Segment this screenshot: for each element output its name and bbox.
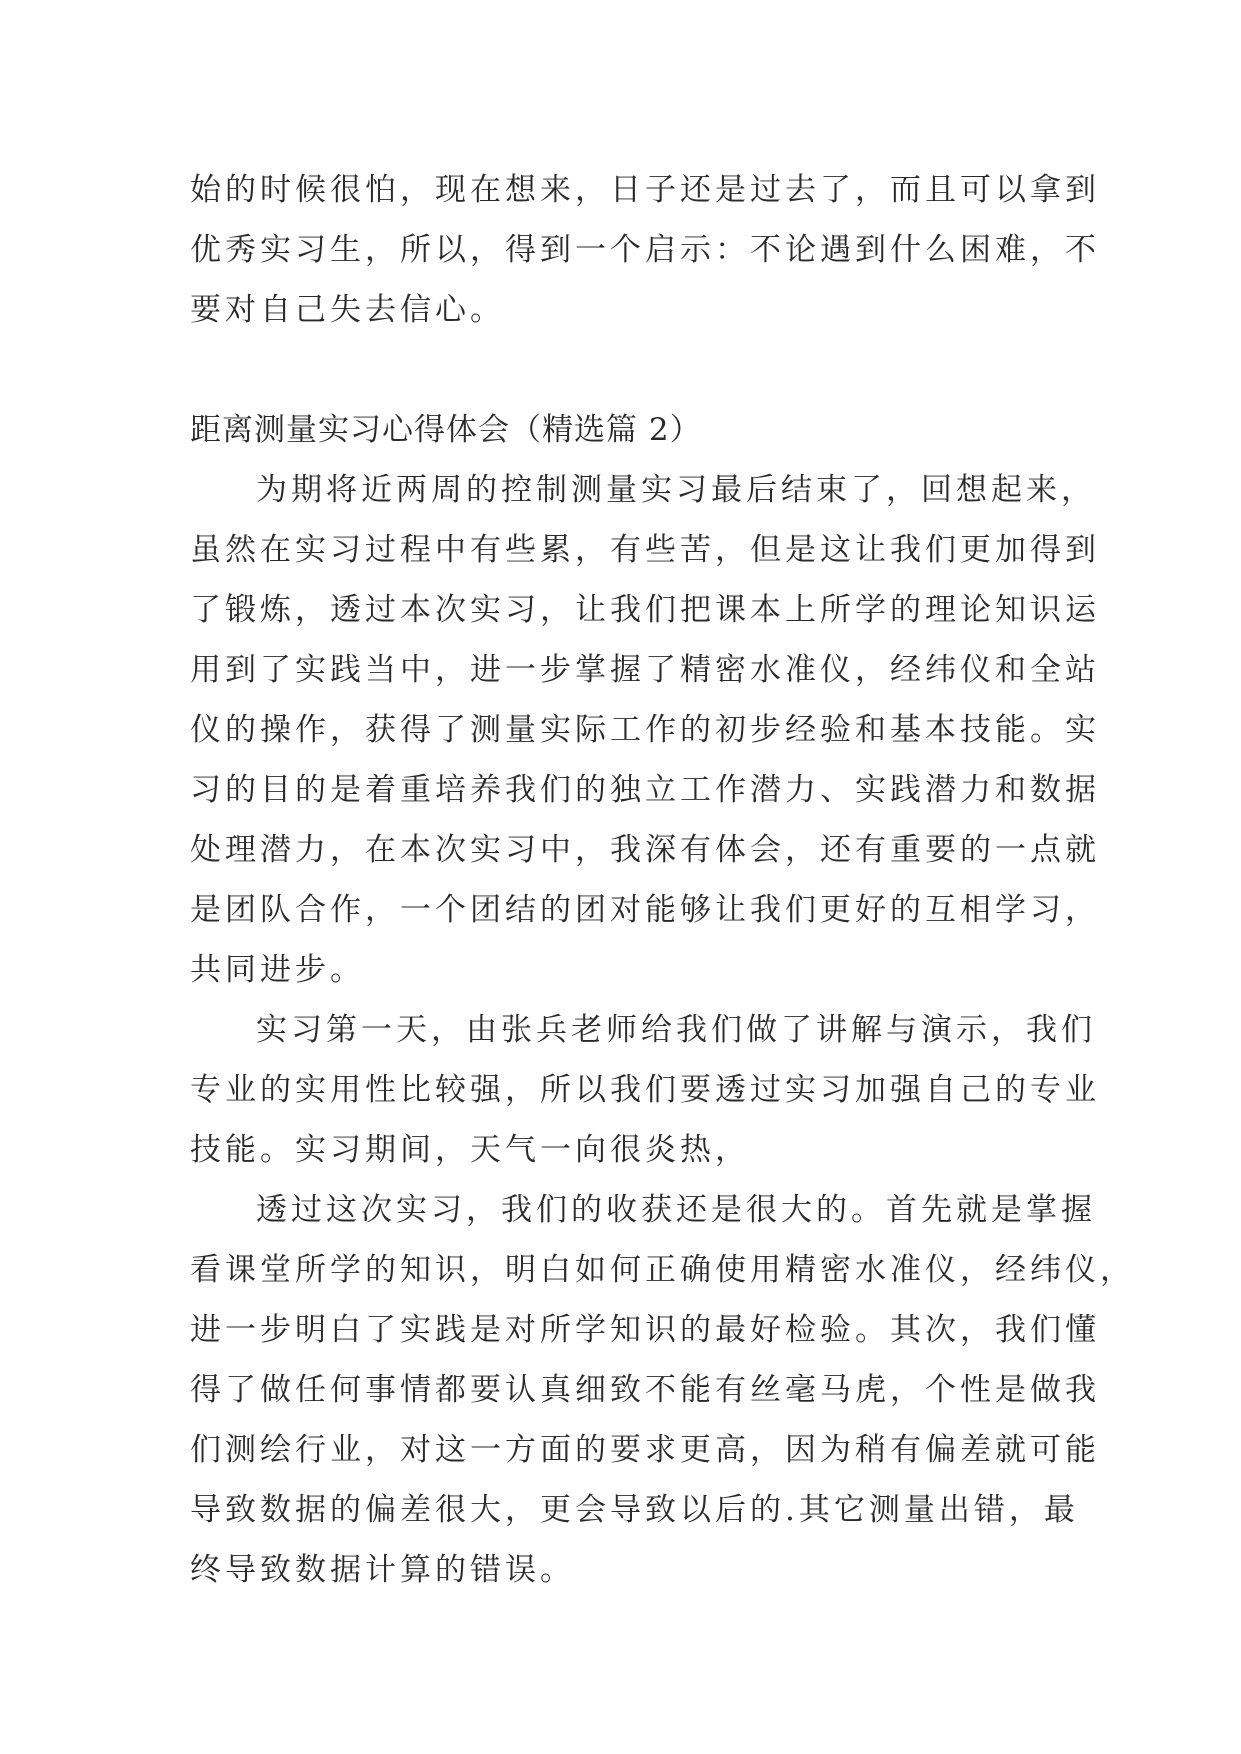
paragraph-2 bbox=[190, 1000, 1100, 1180]
paragraph-spacer bbox=[190, 340, 1050, 400]
text-line: 优秀实习生，所以，得到一个启示：不论遇到什么困难，不 bbox=[190, 232, 1100, 268]
text-line: 是团队合作，一个团结的团对能够让我们更好的互相学习， bbox=[190, 892, 1100, 928]
text-line: 导致数据的偏差很大，更会导致以后的.其它测量出错，最 bbox=[190, 1492, 1079, 1528]
text-line: 进一步明白了实践是对所学知识的最好检验。其次，我们懂 bbox=[190, 1312, 1100, 1348]
text-line: 得了做任何事情都要认真细致不能有丝毫马虎，个性是做我 bbox=[190, 1372, 1100, 1408]
text-line: 实习第一天，由张兵老师给我们做了讲解与演示，我们 bbox=[256, 1012, 1096, 1048]
paragraph-1 bbox=[190, 460, 1100, 1000]
text-line: 专业的实用性比较强，所以我们要透过实习加强自己的专业 bbox=[190, 1072, 1100, 1108]
text-line: 共同进步。 bbox=[190, 952, 365, 988]
text-line: 仪的操作，获得了测量实际工作的初步经验和基本技能。实 bbox=[190, 712, 1100, 748]
text-line: 终导致数据计算的错误。 bbox=[190, 1552, 575, 1588]
text-line: 用到了实践当中，进一步掌握了精密水准仪，经纬仪和全站 bbox=[190, 652, 1100, 688]
text-line: 要对自己失去信心。 bbox=[190, 292, 505, 328]
text-line: 了锻炼，透过本次实习，让我们把课本上所学的理论知识运 bbox=[190, 592, 1100, 628]
paragraph-3 bbox=[190, 1180, 1135, 1600]
text-line: 为期将近两周的控制测量实习最后结束了，回想起来， bbox=[256, 472, 1096, 508]
intro-paragraph bbox=[190, 160, 1100, 340]
text-line: 虽然在实习过程中有些累，有些苦，但是这让我们更加得到 bbox=[190, 532, 1100, 568]
text-line: 始的时候很怕，现在想来，日子还是过去了，而且可以拿到 bbox=[190, 172, 1100, 208]
text-line: 们测绘行业，对这一方面的要求更高，因为稍有偏差就可能 bbox=[190, 1432, 1100, 1468]
text-line: 处理潜力，在本次实习中，我深有体会，还有重要的一点就 bbox=[190, 832, 1100, 868]
text-line: 技能。实习期间，天气一向很炎热， bbox=[190, 1132, 750, 1168]
text-line: 透过这次实习，我们的收获还是很大的。首先就是掌握 bbox=[256, 1192, 1096, 1228]
text-line: 看课堂所学的知识，明白如何正确使用精密水准仪，经纬仪， bbox=[190, 1252, 1135, 1288]
text-line: 习的目的是着重培养我们的独立工作潜力、实践潜力和数据 bbox=[190, 772, 1100, 808]
document-page bbox=[190, 160, 1135, 1600]
section-heading: 距离测量实习心得体会（精选篇 2） bbox=[190, 412, 702, 448]
